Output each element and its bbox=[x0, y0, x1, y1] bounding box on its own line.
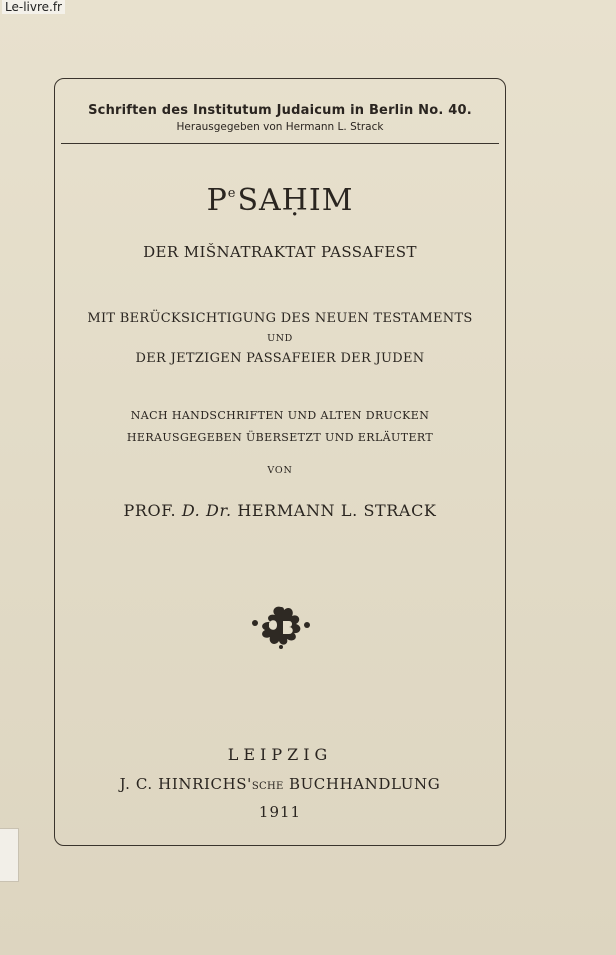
publisher-main: J. C. HINRICHS' bbox=[119, 775, 252, 793]
book-title bbox=[55, 183, 505, 218]
publisher-small: SCHE bbox=[251, 781, 284, 792]
subtitle: DER MIŠNATRAKTAT PASSAFEST bbox=[143, 243, 417, 261]
printer-device-icon bbox=[249, 603, 313, 649]
title-superscript: e bbox=[227, 186, 237, 201]
title-prefix: P bbox=[206, 183, 228, 218]
watermark: Le-livre.fr bbox=[2, 0, 65, 14]
series-editor: Herausgegeben von Hermann L. Strack bbox=[176, 121, 384, 133]
imprint-publisher bbox=[55, 775, 505, 793]
author-line bbox=[55, 501, 505, 520]
title-main: SAḤIM bbox=[237, 183, 354, 218]
by-label: VON bbox=[267, 465, 293, 476]
series-line: Schriften des Institutum Judaicum in Berlin No. 40. bbox=[88, 103, 472, 118]
imprint-place: LEIPZIG bbox=[227, 745, 333, 764]
edition-line-1: NACH HANDSCHRIFTEN UND ALTEN DRUCKEN bbox=[130, 409, 430, 422]
author-prof: PROF. bbox=[123, 501, 177, 520]
publisher-end: BUCHHANDLUNG bbox=[283, 775, 441, 793]
author-degrees: D. Dr. bbox=[181, 501, 232, 520]
title-frame bbox=[54, 78, 506, 846]
library-tape bbox=[0, 828, 19, 882]
edition-line-2: HERAUSGEGEBEN ÜBERSETZT UND ERLÄUTERT bbox=[126, 431, 434, 444]
header-rule bbox=[61, 143, 499, 144]
consideration-conjunction: UND bbox=[267, 333, 293, 344]
consideration-line-1: MIT BERÜCKSICHTIGUNG DES NEUEN TESTAMENTS bbox=[87, 311, 473, 326]
consideration-line-2: DER JETZIGEN PASSAFEIER DER JUDEN bbox=[135, 351, 425, 366]
imprint-year: 1911 bbox=[258, 803, 302, 821]
author-name: HERMANN L. STRACK bbox=[237, 501, 437, 520]
